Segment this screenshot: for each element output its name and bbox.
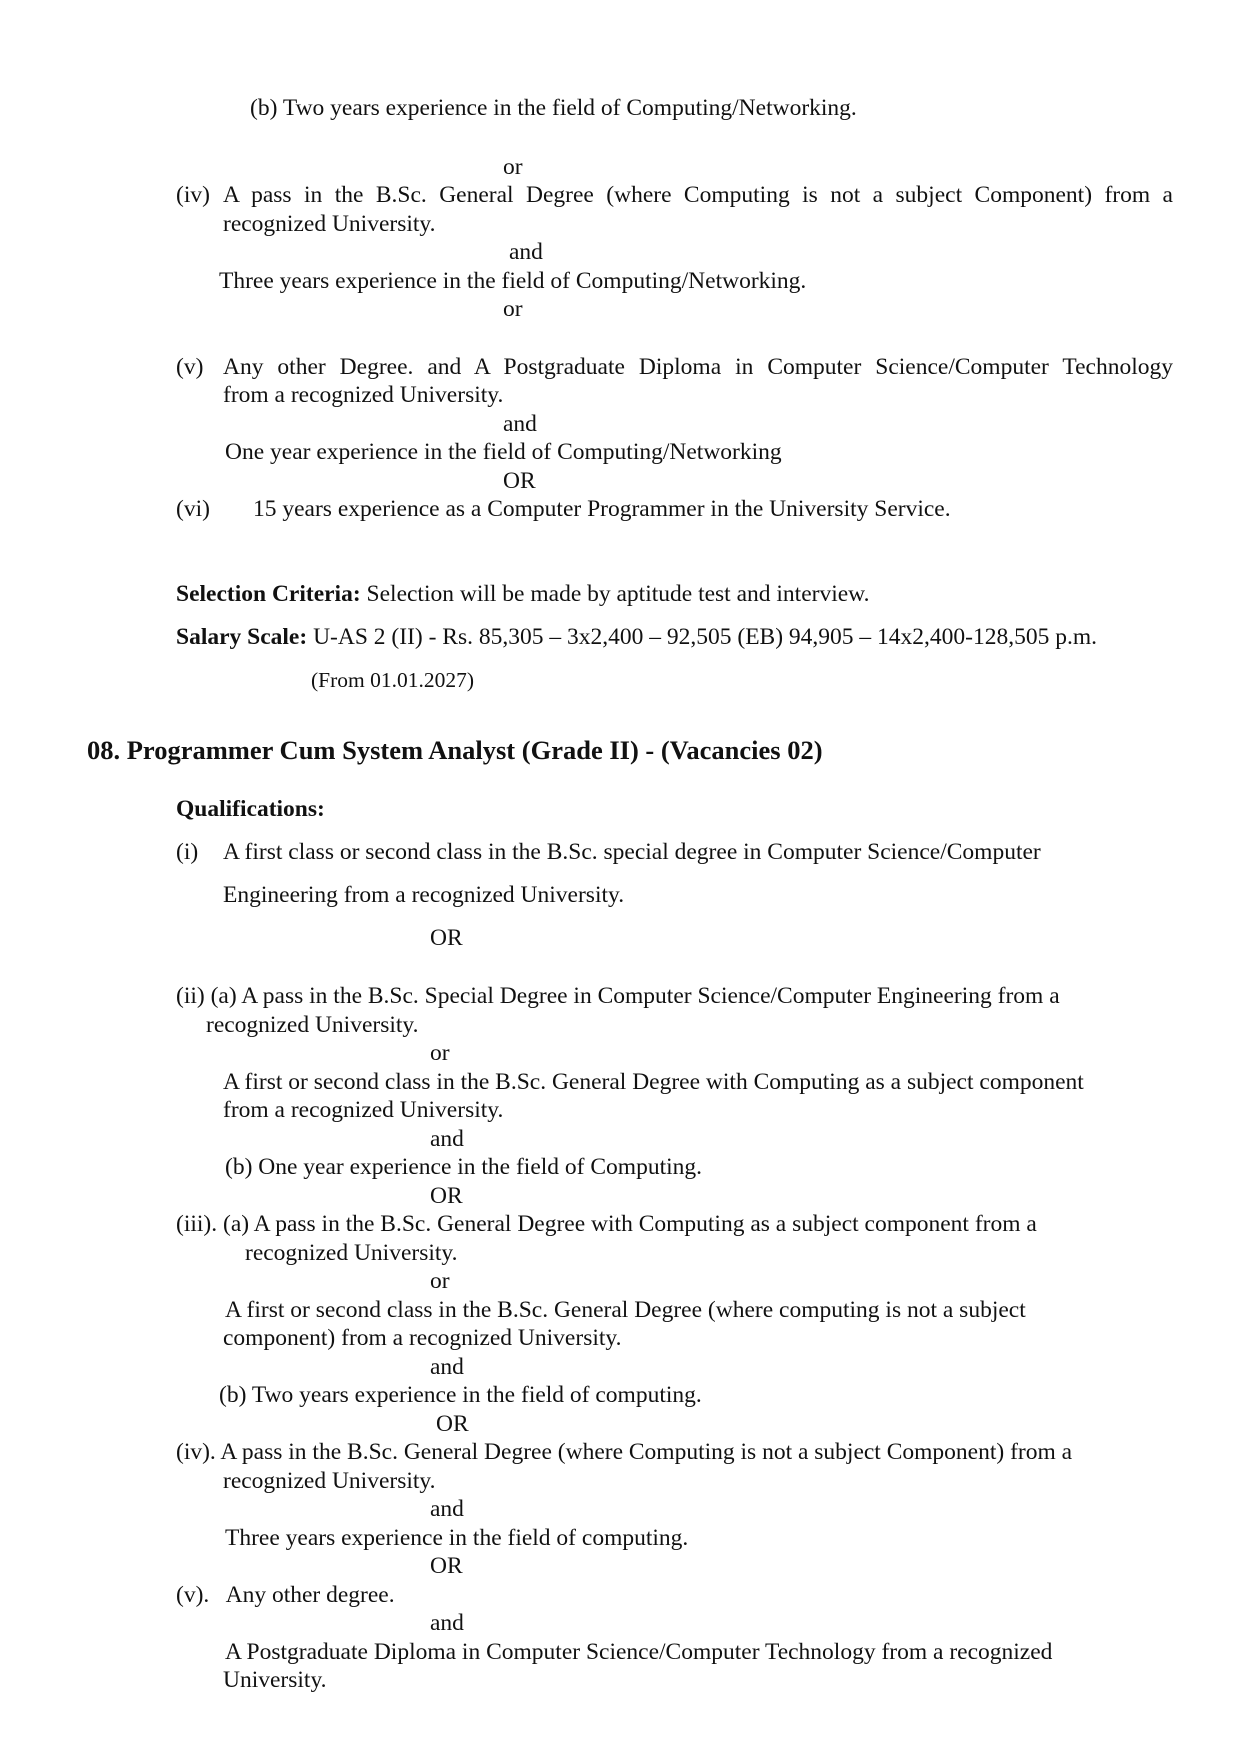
selection-criteria-label: Selection Criteria: — [176, 581, 361, 607]
salary-scale-label: Salary Scale: — [176, 624, 308, 650]
qualification-ii-b: (b) One year experience in the field of Computing. — [225, 1154, 703, 1180]
qualification-iv-line1: (iv). A pass in the B.Sc. General Degree (where Computing is not a subject Component) from a — [176, 1439, 1073, 1465]
connector-or: or — [430, 1040, 450, 1066]
qualification-one-year: One year experience in the field of Computing/Networking — [225, 439, 782, 465]
qualification-iii-alt-line2: component) from a recognized University. — [223, 1325, 622, 1351]
salary-scale-text: U-AS 2 (II) - Rs. 85,305 – 3x2,400 – 92,505 (EB) 94,905 – 14x2,400-128,505 p.m. — [313, 624, 1098, 650]
qualification-v-line1: Any other Degree. and A Postgraduate Diploma in Computer Science/Computer Technology — [223, 354, 1173, 380]
connector-or: or — [503, 154, 523, 180]
item-number-v: (v) — [176, 354, 204, 380]
qualification-ii-line2: recognized University. — [206, 1012, 419, 1038]
qualification-i-line2: Engineering from a recognized University. — [223, 882, 625, 908]
connector-or: OR — [430, 925, 463, 951]
salary-effective-date: (From 01.01.2027) — [311, 668, 475, 692]
qualification-iv-line1: A pass in the B.Sc. General Degree (where Computing is not a subject Component) from a — [223, 182, 1173, 208]
connector-and: and — [430, 1354, 464, 1380]
connector-and: and — [509, 239, 543, 265]
item-number-iv: (iv) — [176, 182, 210, 208]
qualifications-label: Qualifications: — [176, 796, 325, 822]
qualification-iii-line2: recognized University. — [245, 1240, 458, 1266]
selection-criteria-text: Selection will be made by aptitude test and interview. — [366, 581, 870, 607]
item-number-vi: (vi) — [176, 496, 210, 522]
qualification-iv-line2: recognized University. — [223, 211, 436, 237]
connector-or: OR — [430, 1183, 463, 1209]
qualification-ii-alt-line2: from a recognized University. — [223, 1097, 504, 1123]
section-heading: 08. Programmer Cum System Analyst (Grade II) - (Vacancies 02) — [87, 735, 823, 765]
connector-or: OR — [430, 1553, 463, 1579]
qualification-iii-line1: (iii). (a) A pass in the B.Sc. General Degree with Computing as a subject component from a — [176, 1211, 1037, 1237]
qualification-three-years: Three years experience in the field of Computing/Networking. — [219, 268, 807, 294]
connector-and: and — [430, 1496, 464, 1522]
connector-and: and — [430, 1126, 464, 1152]
connector-or: OR — [436, 1411, 469, 1437]
connector-or: or — [430, 1268, 450, 1294]
qualification-v-pg-line1: A Postgraduate Diploma in Computer Science/Computer Technology from a recognized — [225, 1639, 1053, 1665]
qualification-iv-three-years: Three years experience in the field of computing. — [225, 1525, 689, 1551]
item-number-i: (i) — [176, 839, 199, 865]
connector-or: OR — [503, 468, 536, 494]
qualification-v-pg-line2: University. — [223, 1667, 327, 1693]
qualification-i-line1: A first class or second class in the B.Sc. special degree in Computer Science/Computer — [223, 839, 1041, 865]
qualification-b-two-years: (b) Two years experience in the field of Computing/Networking. — [250, 95, 857, 121]
qualification-v-line1: (v). Any other degree. — [176, 1582, 395, 1608]
connector-and: and — [503, 411, 537, 437]
qualification-v-line2: from a recognized University. — [223, 382, 504, 408]
connector-or: or — [503, 296, 523, 322]
qualification-vi: 15 years experience as a Computer Programmer in the University Service. — [253, 496, 951, 522]
connector-and: and — [430, 1610, 464, 1636]
salary-scale — [176, 623, 1097, 651]
qualification-iv-line2: recognized University. — [223, 1468, 436, 1494]
selection-criteria — [176, 580, 869, 608]
qualification-ii-line1: (ii) (a) A pass in the B.Sc. Special Degree in Computer Science/Computer Engineering from a — [176, 983, 1060, 1009]
qualification-iii-alt-line1: A first or second class in the B.Sc. General Degree (where computing is not a subject — [225, 1297, 1026, 1323]
qualification-iii-b: (b) Two years experience in the field of computing. — [219, 1382, 702, 1408]
qualification-ii-alt-line1: A first or second class in the B.Sc. General Degree with Computing as a subject component — [223, 1069, 1084, 1095]
